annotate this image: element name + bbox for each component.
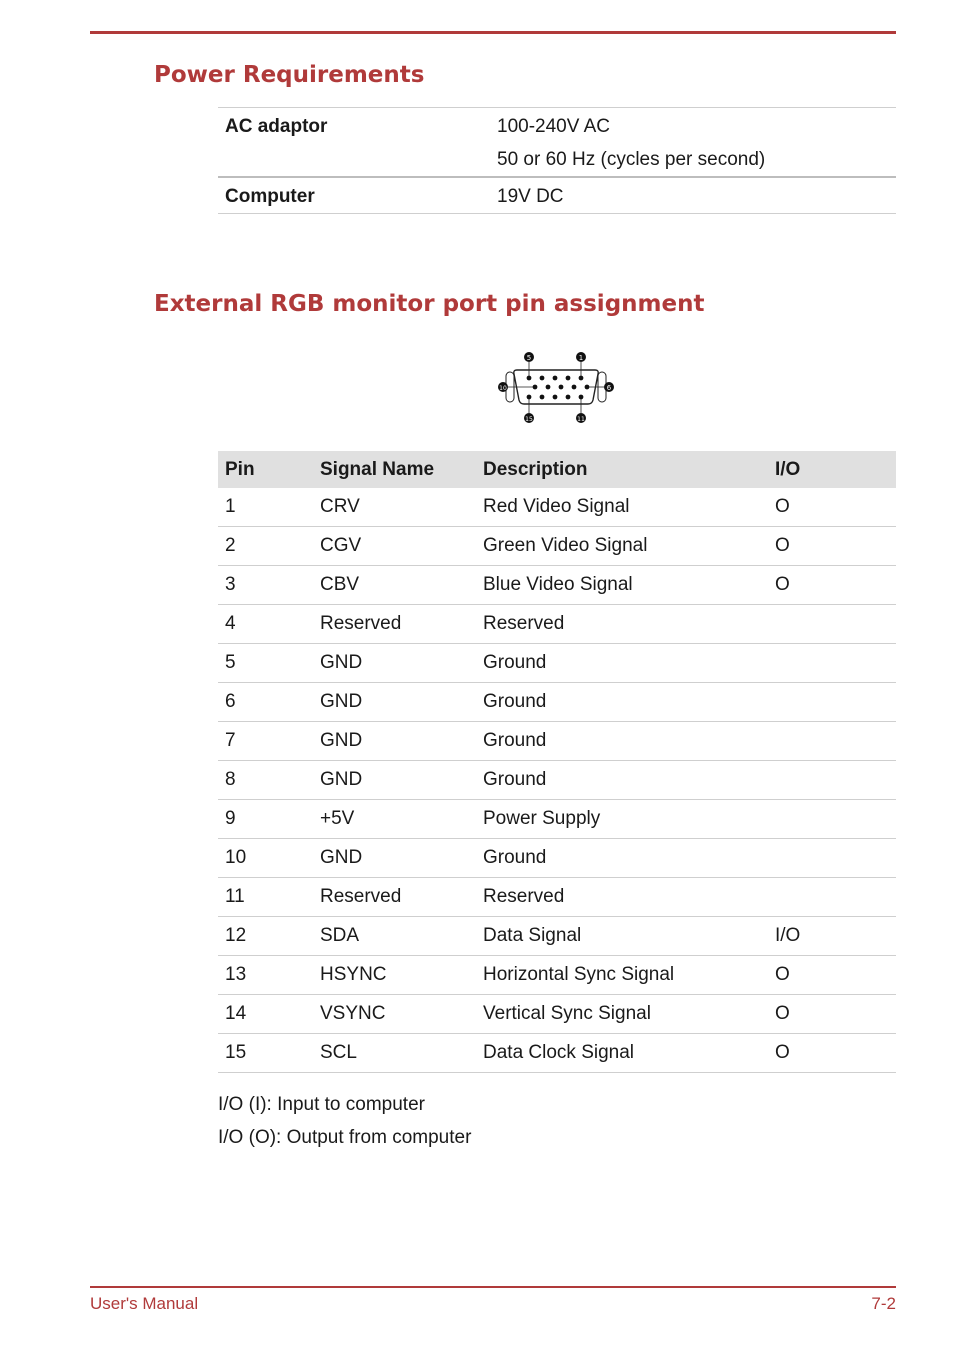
table-row [218, 800, 896, 839]
description-cell: Ground [476, 722, 768, 761]
pin-cell: 4 [218, 605, 313, 644]
signal-name-cell: GND [313, 761, 476, 800]
table-row [218, 107, 896, 176]
table-row [218, 176, 896, 214]
pin-cell: 15 [218, 1034, 313, 1073]
header-io: I/O [768, 451, 896, 488]
pin-callouts [498, 352, 614, 423]
signal-name-cell: GND [313, 722, 476, 761]
table-row [218, 566, 896, 605]
signal-name-cell: VSYNC [313, 995, 476, 1034]
io-cell [768, 761, 896, 800]
pin-dot [540, 376, 545, 381]
table-row [218, 644, 896, 683]
table-row [218, 605, 896, 644]
header-pin: Pin [218, 451, 313, 488]
pin-cell: 13 [218, 956, 313, 995]
pin-dot [579, 376, 584, 381]
row-value: 100-240V AC [497, 116, 611, 137]
row-value: 50 or 60 Hz (cycles per second) [497, 149, 766, 170]
description-cell: Blue Video Signal [476, 566, 768, 605]
description-cell: Reserved [476, 878, 768, 917]
header-signal-name: Signal Name [313, 451, 476, 488]
io-cell [768, 644, 896, 683]
pin-dot [533, 385, 538, 390]
table-row [218, 878, 896, 917]
table-row [218, 761, 896, 800]
io-cell: O [768, 995, 896, 1034]
io-cell [768, 683, 896, 722]
pin-dot [566, 376, 571, 381]
signal-name-cell: GND [313, 683, 476, 722]
pin-rows [218, 488, 896, 1073]
table-row [218, 488, 896, 527]
io-cell: O [768, 488, 896, 527]
signal-name-cell: HSYNC [313, 956, 476, 995]
pin-dot [585, 385, 590, 390]
pin-cell: 12 [218, 917, 313, 956]
signal-name-cell: GND [313, 839, 476, 878]
signal-name-cell: Reserved [313, 878, 476, 917]
description-cell: Ground [476, 839, 768, 878]
description-cell: Red Video Signal [476, 488, 768, 527]
description-cell: Power Supply [476, 800, 768, 839]
pin-cell: 6 [218, 683, 313, 722]
row-label: AC adaptor [225, 116, 328, 137]
pin-cell: 8 [218, 761, 313, 800]
io-cell [768, 839, 896, 878]
table-row [218, 1034, 896, 1073]
signal-name-cell: CRV [313, 488, 476, 527]
signal-name-cell: Reserved [313, 605, 476, 644]
pin-dot [553, 376, 558, 381]
row-label: Computer [225, 186, 315, 207]
power-requirements-heading: Power Requirements [154, 62, 425, 88]
pin-dot [559, 385, 564, 390]
pin-label: 15 [525, 416, 533, 423]
io-cell: I/O [768, 917, 896, 956]
pin-cell: 2 [218, 527, 313, 566]
io-cell: O [768, 1034, 896, 1073]
description-cell: Vertical Sync Signal [476, 995, 768, 1034]
pin-dot [572, 385, 577, 390]
pin-assignment-table [218, 451, 896, 1073]
table-row [218, 956, 896, 995]
signal-name-cell: SCL [313, 1034, 476, 1073]
table-row [218, 683, 896, 722]
pin-cell: 9 [218, 800, 313, 839]
io-cell: O [768, 566, 896, 605]
table-row [218, 527, 896, 566]
pin-dot [579, 395, 584, 400]
description-cell: Reserved [476, 605, 768, 644]
row-values [497, 178, 896, 213]
signal-name-cell: SDA [313, 917, 476, 956]
pin-cell: 1 [218, 488, 313, 527]
power-requirements-table [218, 107, 896, 214]
pin-dot [546, 385, 551, 390]
pin-label: 6 [606, 384, 612, 392]
connector-pins [527, 376, 590, 400]
io-cell [768, 605, 896, 644]
description-cell: Green Video Signal [476, 527, 768, 566]
io-cell [768, 800, 896, 839]
pin-dot [553, 395, 558, 400]
footer-rule [90, 1286, 896, 1288]
pin-cell: 7 [218, 722, 313, 761]
note-output: I/O (O): Output from computer [218, 1127, 472, 1148]
pin-cell: 3 [218, 566, 313, 605]
row-value: 19V DC [497, 186, 564, 207]
io-cell [768, 878, 896, 917]
pin-dot [566, 395, 571, 400]
pin-label: 10 [499, 385, 507, 392]
pin-label: 11 [577, 416, 585, 423]
top-rule [90, 31, 896, 34]
row-values [497, 108, 896, 176]
header-description: Description [476, 451, 768, 488]
description-cell: Ground [476, 644, 768, 683]
rgb-port-heading: External RGB monitor port pin assignment [154, 291, 705, 317]
footer-manual-title: User's Manual [90, 1294, 199, 1313]
note-input: I/O (I): Input to computer [218, 1094, 425, 1115]
pin-dot [527, 395, 532, 400]
signal-name-cell: CGV [313, 527, 476, 566]
signal-name-cell: +5V [313, 800, 476, 839]
io-cell: O [768, 527, 896, 566]
pin-label: 1 [578, 354, 584, 362]
description-cell: Data Clock Signal [476, 1034, 768, 1073]
pin-cell: 10 [218, 839, 313, 878]
io-cell [768, 722, 896, 761]
description-cell: Data Signal [476, 917, 768, 956]
description-cell: Horizontal Sync Signal [476, 956, 768, 995]
signal-name-cell: GND [313, 644, 476, 683]
pin-cell: 11 [218, 878, 313, 917]
table-header-row [218, 451, 896, 488]
pin-cell: 5 [218, 644, 313, 683]
description-cell: Ground [476, 761, 768, 800]
signal-name-cell: CBV [313, 566, 476, 605]
table-row [218, 722, 896, 761]
pin-cell: 14 [218, 995, 313, 1034]
pin-dot [540, 395, 545, 400]
description-cell: Ground [476, 683, 768, 722]
table-row [218, 917, 896, 956]
footer-page-number: 7-2 [871, 1294, 896, 1313]
table-row [218, 839, 896, 878]
table-row [218, 995, 896, 1034]
pin-label: 5 [526, 354, 532, 362]
io-cell: O [768, 956, 896, 995]
pin-dot [527, 376, 532, 381]
vga-connector-diagram [495, 350, 619, 426]
